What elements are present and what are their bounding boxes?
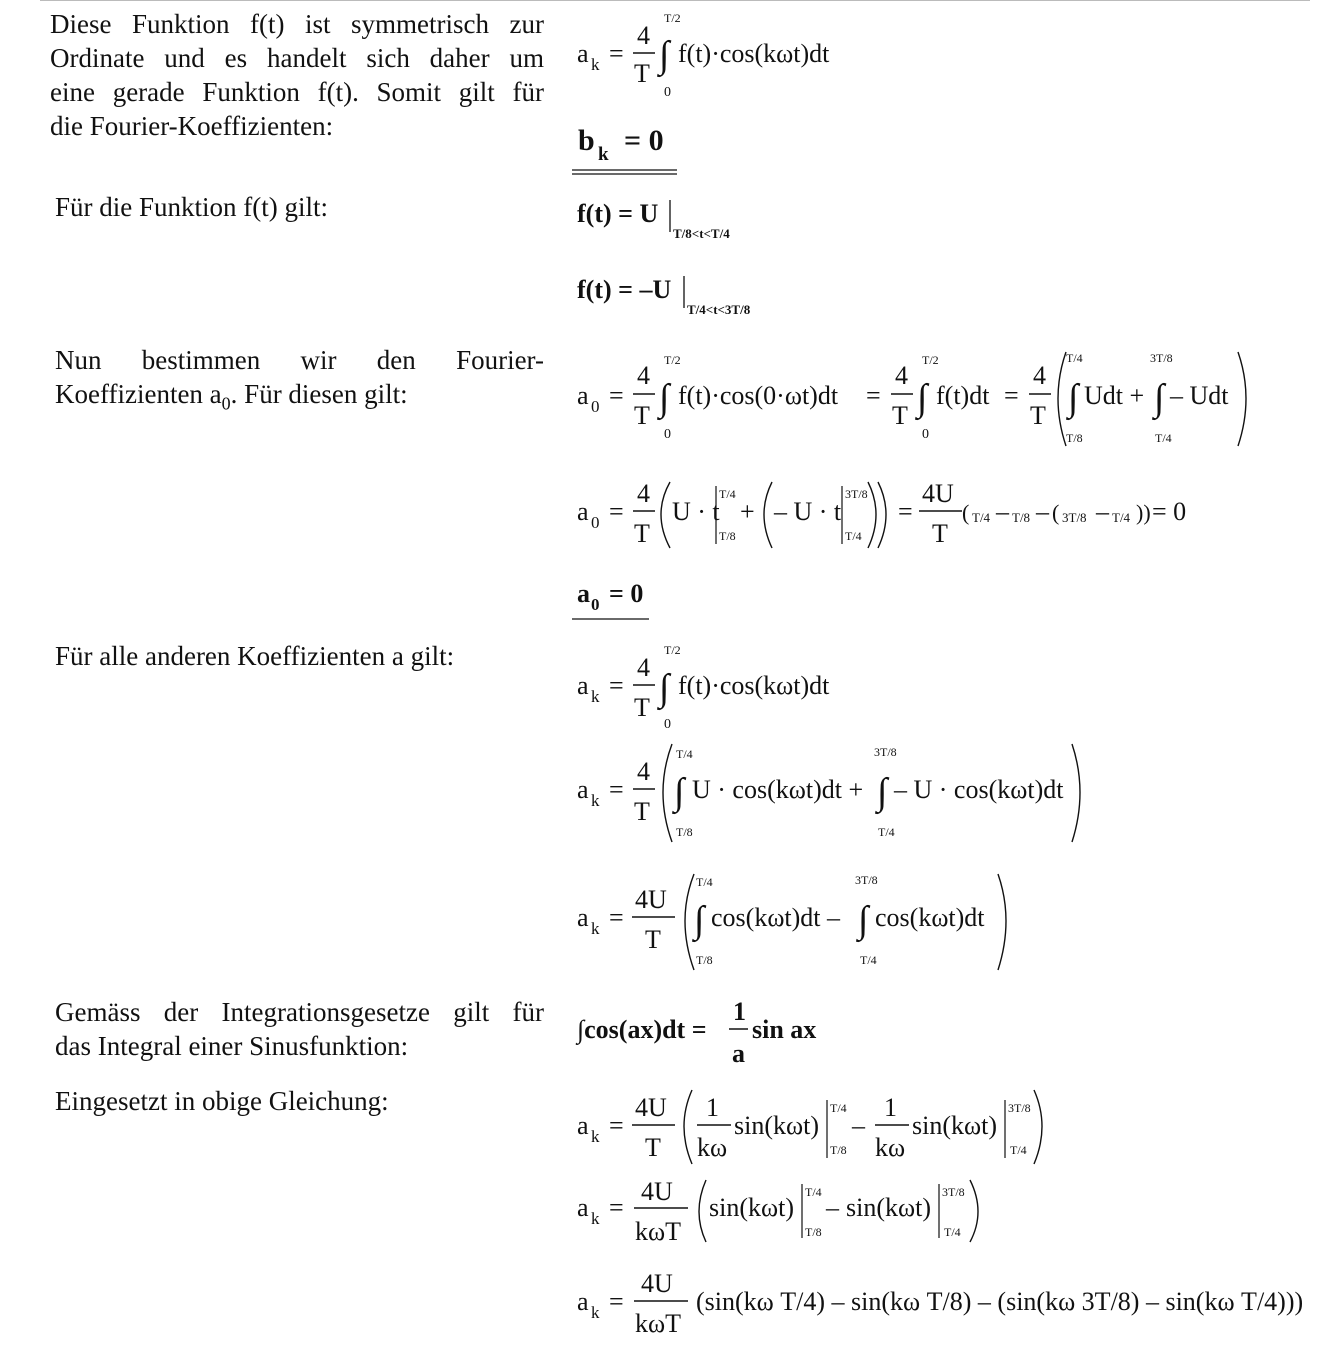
paragraph-line: Diese Funktion f(t) ist symmetrisch zur: [50, 9, 544, 39]
svg-text:∫: ∫: [694, 899, 705, 941]
svg-text:=: =: [609, 381, 624, 410]
svg-text:kωT: kωT: [635, 1217, 681, 1246]
svg-text:0: 0: [664, 717, 671, 732]
svg-text:∫: ∫: [659, 34, 670, 76]
svg-text:cos(kωt)dt –: cos(kωt)dt –: [711, 903, 841, 932]
svg-text:a: a: [577, 1111, 589, 1140]
svg-text:4U: 4U: [922, 479, 954, 508]
equation-ak-substituted: [577, 1090, 1042, 1164]
svg-text:(: (: [962, 500, 970, 525]
svg-text:=: =: [609, 1111, 624, 1140]
svg-text:1: 1: [706, 1093, 719, 1122]
svg-text:4U: 4U: [635, 885, 667, 914]
svg-text:3T/8: 3T/8: [874, 745, 897, 759]
svg-text:sin(kωt): sin(kωt): [709, 1193, 794, 1222]
svg-text:3T/8: 3T/8: [855, 873, 878, 887]
svg-text:f(t) = U: f(t) = U: [577, 199, 659, 228]
svg-text:+: +: [740, 497, 755, 526]
svg-text:f(t)·cos(kωt)dt: f(t)·cos(kωt)dt: [678, 39, 830, 68]
svg-text:k: k: [591, 1127, 600, 1146]
paragraph-line: Nun bestimmen wir den Fourier-: [55, 345, 544, 375]
paragraph-line: die Fourier-Koeffizienten:: [50, 111, 334, 141]
svg-text:T: T: [1030, 401, 1046, 430]
svg-text:kω: kω: [875, 1133, 906, 1162]
svg-text:f(t)·cos(kωt)dt: f(t)·cos(kωt)dt: [678, 671, 830, 700]
equation-ak-factored: [577, 873, 1006, 970]
svg-text:T: T: [645, 1133, 661, 1162]
svg-text:T: T: [892, 401, 908, 430]
svg-text:T/8: T/8: [696, 953, 713, 967]
svg-text:U · t: U · t: [672, 497, 720, 526]
svg-text:= 0: = 0: [624, 124, 664, 157]
svg-text:0: 0: [591, 397, 600, 416]
svg-text:T/2: T/2: [922, 353, 939, 367]
svg-text:3T/8: 3T/8: [942, 1185, 965, 1199]
equation-ak-split: [577, 744, 1080, 842]
svg-text:T: T: [932, 519, 948, 548]
equation-bk-zero: [578, 124, 664, 165]
svg-text:4: 4: [637, 757, 650, 786]
svg-text:a: a: [577, 1193, 589, 1222]
svg-text:T/4: T/4: [1010, 1143, 1027, 1157]
svg-text:a: a: [577, 671, 589, 700]
svg-text:=: =: [1004, 381, 1019, 410]
svg-text:kωT: kωT: [635, 1309, 681, 1338]
paragraph-line: Koeffizienten $a_0$. Für diesen gilt:: [55, 379, 408, 414]
svg-text:=: =: [898, 497, 913, 526]
svg-text:0: 0: [664, 85, 671, 100]
paragraph-line: Ordinate und es handelt sich daher um: [50, 43, 544, 73]
svg-text:T/2: T/2: [664, 11, 681, 25]
equation-ak-general: [577, 643, 830, 732]
svg-text:∫: ∫: [917, 377, 928, 419]
paragraph-line: das Integral einer Sinusfunktion:: [55, 1031, 409, 1061]
svg-text:3T/8: 3T/8: [1008, 1101, 1031, 1115]
svg-text:4: 4: [895, 361, 908, 390]
svg-text:cos(kωt)dt: cos(kωt)dt: [875, 903, 985, 932]
svg-text:∫: ∫: [877, 771, 888, 813]
svg-text:4U: 4U: [635, 1093, 667, 1122]
svg-text:a: a: [577, 579, 590, 608]
svg-text:U · cos(kωt)dt +: U · cos(kωt)dt +: [692, 775, 864, 804]
svg-text:–: –: [1036, 497, 1049, 526]
svg-text:kω: kω: [697, 1133, 728, 1162]
svg-text:4U: 4U: [641, 1177, 673, 1206]
svg-text:T/8: T/8: [1066, 431, 1083, 445]
svg-text:T: T: [634, 797, 650, 826]
paragraph-function-def: Für die Funktion f(t) gilt:: [55, 192, 328, 222]
paragraph-line: eine gerade Funktion f(t). Somit gilt für: [50, 77, 544, 107]
svg-text:f(t)·cos(0·ωt)dt: f(t)·cos(0·ωt)dt: [678, 381, 839, 410]
svg-text:=: =: [609, 1193, 624, 1222]
svg-text:∫: ∫: [1154, 377, 1165, 419]
svg-text:T/2: T/2: [664, 353, 681, 367]
svg-text:T/8: T/8: [1012, 510, 1031, 525]
svg-text:3T/8: 3T/8: [1150, 351, 1173, 365]
svg-text:k: k: [598, 144, 609, 165]
svg-text:∫: ∫: [659, 667, 670, 709]
svg-text:a: a: [577, 381, 589, 410]
svg-text:= 0: = 0: [1152, 497, 1187, 526]
svg-text:T: T: [645, 925, 661, 954]
svg-text:T/4: T/4: [1155, 431, 1172, 445]
svg-text:T/8: T/8: [830, 1143, 847, 1157]
svg-text:4: 4: [637, 361, 650, 390]
equation-ft-positive: [577, 199, 730, 241]
svg-text:T/4: T/4: [805, 1185, 822, 1199]
svg-text:T/8<t<T/4: T/8<t<T/4: [673, 226, 730, 241]
equation-integration-rule: [575, 997, 816, 1068]
svg-text:4: 4: [637, 21, 650, 50]
svg-text:=: =: [609, 497, 624, 526]
svg-text:1: 1: [733, 997, 746, 1026]
paragraph-substituted: Eingesetzt in obige Gleichung:: [55, 1086, 389, 1116]
svg-text:T/8: T/8: [719, 529, 736, 543]
svg-text:3T/8: 3T/8: [845, 487, 868, 501]
svg-text:T: T: [634, 401, 650, 430]
svg-text:= 0: = 0: [609, 579, 644, 608]
svg-text:a: a: [732, 1039, 745, 1068]
svg-text:sin ax: sin ax: [752, 1015, 817, 1044]
svg-text:k: k: [591, 1209, 600, 1228]
svg-text:k: k: [591, 1303, 600, 1322]
svg-text:–: –: [852, 1111, 865, 1140]
svg-text:k: k: [591, 687, 600, 706]
svg-text:=: =: [609, 775, 624, 804]
svg-text:∫: ∫: [674, 771, 685, 813]
svg-text:0: 0: [591, 595, 600, 614]
svg-text:a: a: [577, 497, 589, 526]
svg-text:– U · cos(kωt)dt: – U · cos(kωt)dt: [894, 775, 1064, 804]
svg-text:)): )): [1136, 500, 1151, 525]
paragraph-line: Gemäss der Integrationsgesetze gilt für: [55, 997, 544, 1027]
svg-text:T/4: T/4: [860, 953, 877, 967]
svg-text:T/4: T/4: [676, 747, 693, 761]
svg-text:∫: ∫: [858, 899, 869, 941]
svg-text:a: a: [577, 39, 589, 68]
paragraph-ak: Für alle anderen Koeffizienten a gilt:: [55, 641, 455, 671]
svg-text:0: 0: [664, 427, 671, 442]
equation-a0-zero: [577, 579, 643, 614]
svg-text:T/4: T/4: [830, 1101, 847, 1115]
svg-text:3T/8: 3T/8: [1062, 510, 1087, 525]
svg-text:T: T: [634, 693, 650, 722]
svg-text:Udt +: Udt +: [1084, 381, 1145, 410]
svg-text:=: =: [609, 903, 624, 932]
svg-text:T/2: T/2: [664, 643, 681, 657]
svg-text:=: =: [609, 1287, 624, 1316]
svg-text:(: (: [1052, 500, 1060, 525]
equation-ak-definition: [577, 11, 830, 100]
svg-text:0: 0: [591, 513, 600, 532]
svg-text:1: 1: [884, 1093, 897, 1122]
svg-text:–: –: [1096, 497, 1109, 526]
svg-text:– U · t: – U · t: [774, 497, 842, 526]
equation-ak-final: [577, 1269, 1303, 1338]
svg-text:a: a: [577, 1287, 589, 1316]
svg-text:T/4: T/4: [719, 487, 736, 501]
svg-text:=: =: [609, 39, 624, 68]
svg-text:T: T: [634, 59, 650, 88]
svg-text:∫: ∫: [659, 377, 670, 419]
svg-text:T/4<t<3T/8: T/4<t<3T/8: [687, 302, 751, 317]
svg-text:T/4: T/4: [972, 510, 991, 525]
svg-text:T/4: T/4: [1066, 351, 1083, 365]
svg-text:k: k: [591, 55, 600, 74]
svg-text:4U: 4U: [641, 1269, 673, 1298]
equation-ft-negative: [577, 275, 751, 317]
svg-text:f(t) = –U: f(t) = –U: [577, 275, 672, 304]
svg-text:T/8: T/8: [676, 825, 693, 839]
svg-text:T: T: [634, 519, 650, 548]
svg-text:∫cos(ax)dt =: ∫cos(ax)dt =: [577, 1015, 707, 1044]
svg-text:f(t)dt: f(t)dt: [936, 381, 990, 410]
svg-text:T/4: T/4: [1112, 510, 1131, 525]
svg-text:a: a: [577, 903, 589, 932]
svg-text:– Udt: – Udt: [1170, 381, 1229, 410]
svg-text:sin(kωt): sin(kωt): [912, 1111, 997, 1140]
equation-ak-simplified: [577, 1177, 978, 1246]
svg-text:=: =: [866, 381, 881, 410]
svg-text:0: 0: [922, 427, 929, 442]
svg-text:4: 4: [637, 479, 650, 508]
svg-text:a: a: [577, 775, 589, 804]
svg-text:=: =: [609, 671, 624, 700]
svg-text:T/4: T/4: [845, 529, 862, 543]
svg-text:∫: ∫: [1068, 377, 1079, 419]
svg-text:k: k: [591, 791, 600, 810]
equation-a0-evaluated: [577, 479, 1186, 548]
svg-text:4: 4: [637, 653, 650, 682]
svg-text:b: b: [578, 124, 595, 157]
svg-text:T/4: T/4: [878, 825, 895, 839]
svg-text:(sin(kω T/4) – sin(kω T/8) – (: (sin(kω T/4) – sin(kω T/8) – (sin(kω 3T/8) – sin(kω T/4))): [696, 1287, 1304, 1316]
svg-text:4: 4: [1033, 361, 1046, 390]
equation-a0-integral: [577, 351, 1246, 446]
svg-text:T/4: T/4: [696, 875, 713, 889]
svg-text:T/8: T/8: [805, 1225, 822, 1239]
svg-text:T/4: T/4: [944, 1225, 961, 1239]
svg-text:–: –: [996, 497, 1009, 526]
svg-text:sin(kωt): sin(kωt): [846, 1193, 931, 1222]
svg-text:sin(kωt): sin(kωt): [734, 1111, 819, 1140]
svg-text:–: –: [826, 1193, 839, 1222]
svg-text:k: k: [591, 919, 600, 938]
